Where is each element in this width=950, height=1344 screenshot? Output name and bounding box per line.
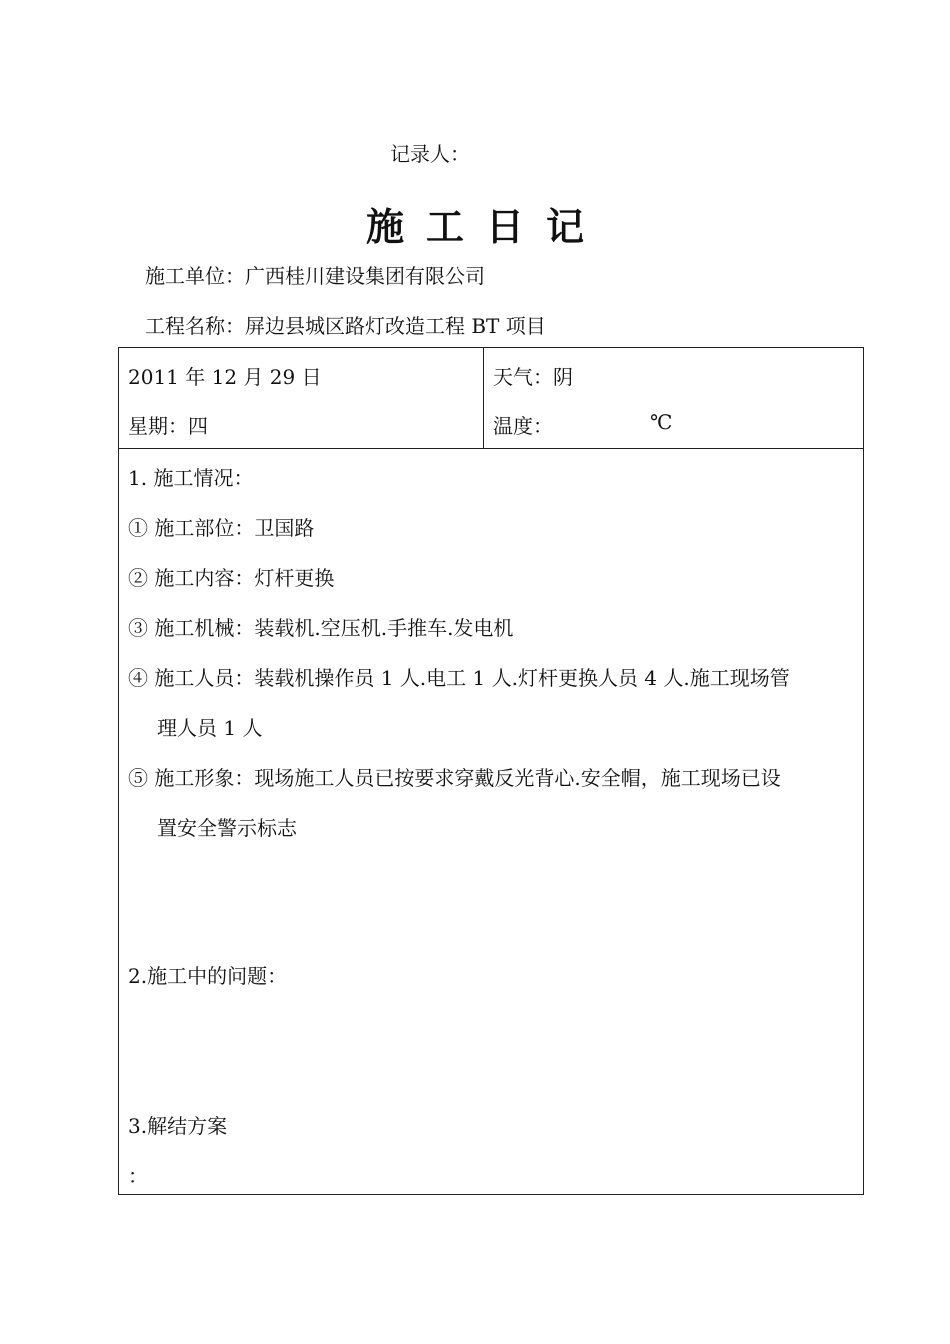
temperature-unit: ℃ [650,410,673,434]
item-image-cont: 置安全警示标志 [157,816,297,840]
date-cell: 2011 年 12 月 29 日 [128,365,322,389]
item-content: ② 施工内容：灯杆更换 [128,566,335,590]
section-2-heading: 2.施工中的问题： [128,964,288,988]
section-1-heading: 1. 施工情况： [128,466,254,490]
temperature-label: 温度： [493,414,553,438]
table-divider-vertical [483,347,484,448]
item-personnel-cont: 理人员 1 人 [157,716,263,740]
section-3-heading: 3.解结方案 [128,1114,228,1138]
item-machinery: ③ 施工机械：装载机.空压机.手推车.发电机 [128,616,514,640]
construction-unit: 施工单位：广西桂川建设集团有限公司 [145,264,485,288]
project-name: 工程名称：屏边县城区路灯改造工程 BT 项目 [145,314,546,338]
item-image: ⑤ 施工形象：现场施工人员已按要求穿戴反光背心.安全帽，施工现场已设 [128,766,781,790]
recorder-label: 记录人： [390,142,470,166]
item-location: ① 施工部位：卫国路 [128,516,315,540]
table-divider-horizontal [118,448,864,449]
section-3-colon: ： [128,1164,148,1188]
weather-cell: 天气：阴 [493,365,573,389]
page-title: 施工日记 [365,204,606,249]
item-personnel: ④ 施工人员：装载机操作员 1 人.电工 1 人.灯杆更换人员 4 人.施工现场管 [128,666,790,690]
weekday-cell: 星期：四 [128,414,208,438]
